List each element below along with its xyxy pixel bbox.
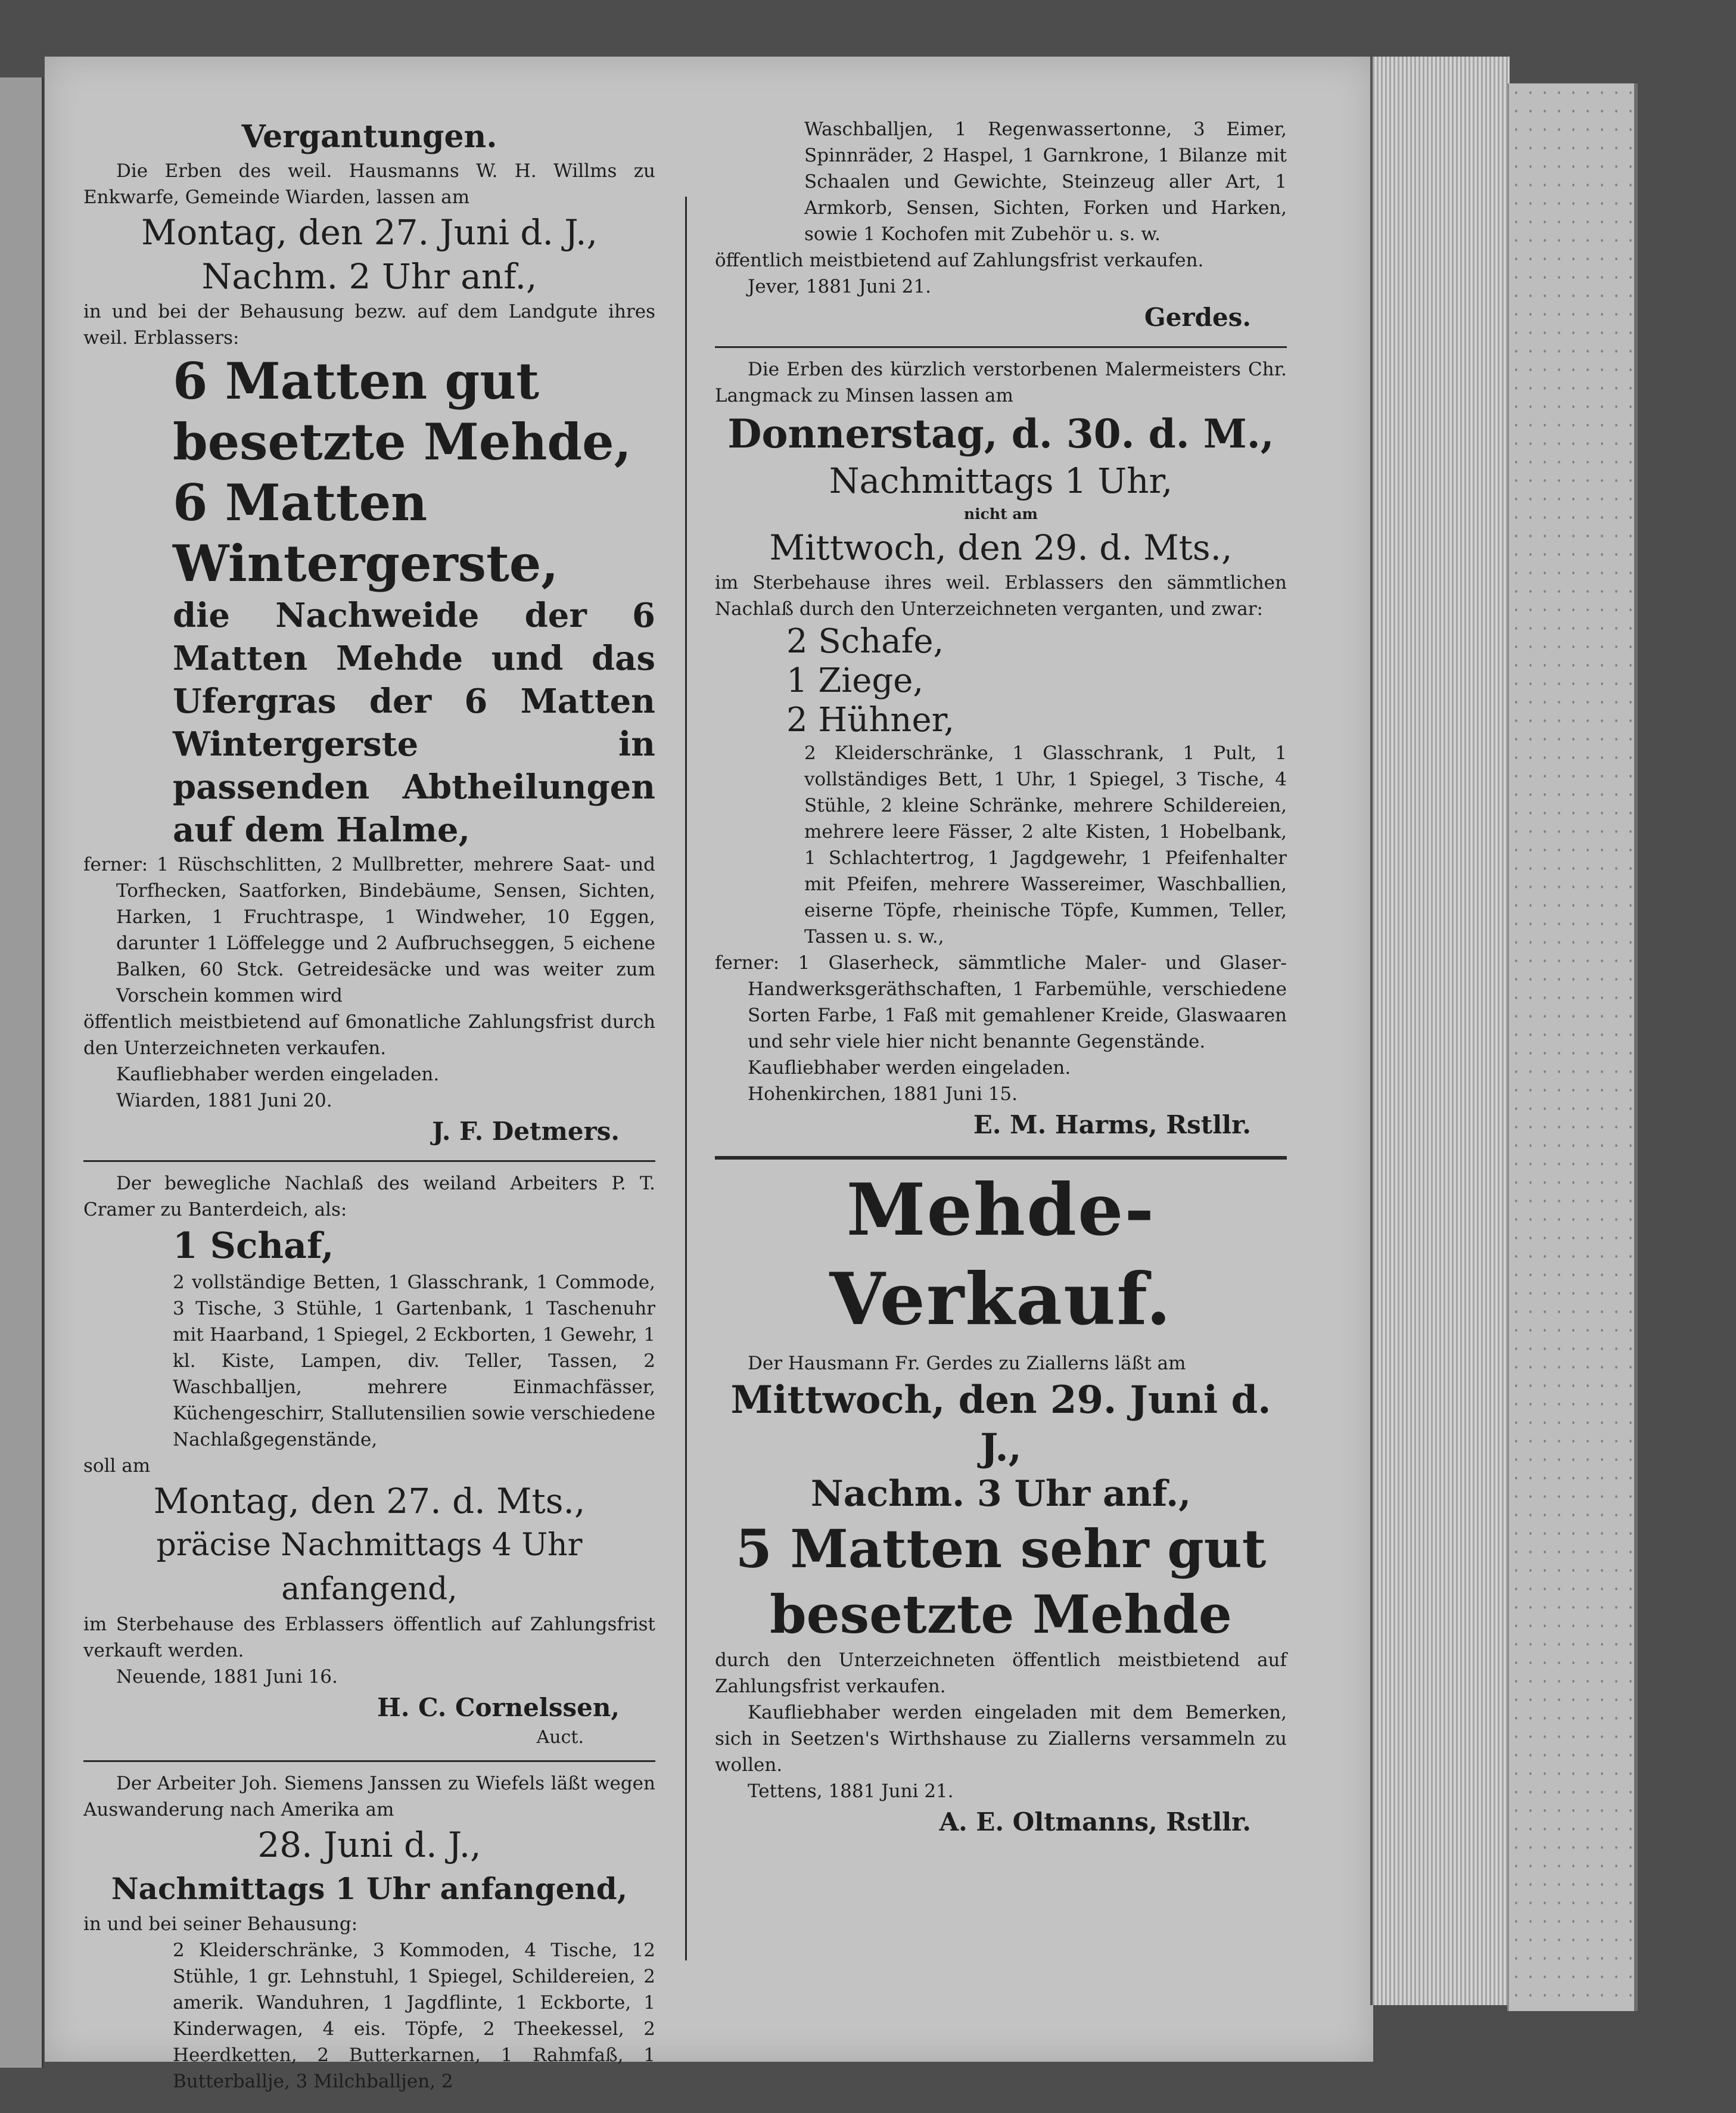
auction-alt-date: Mittwoch, den 29. d. Mts., [769, 527, 1233, 568]
signature: E. M. Harms, Rstllr. [973, 1110, 1251, 1139]
item-list: 2 Kleiderschränke, 1 Glasschrank, 1 Pult, 1 vollständiges Bett, 1 Uhr, 1 Spiegel, 3 Tische, 4 Stühle, 2 kleine Schränke, mehrere Schildereien, mehrere leere Fässer, 2 alte Kisten, 1 Hobelbank, 1 Schlachtertrog, 1 Jagdgewehr, 1 Pfeifenhalter mit Pfeifen, mehrere Wassereimer, Waschballien, eiserne Töpfe, rheinische Töpfe, Kummen, Teller, Tassen u. s. w., [804, 742, 1287, 947]
auction-time: Nachmittags 1 Uhr, [829, 461, 1173, 501]
ad-separator [715, 346, 1287, 348]
buyers-invited: Kaufliebhaber werden eingeladen. [748, 1057, 1071, 1079]
soll-am: soll am [83, 1455, 151, 1477]
auction-location: in und bei seiner Behausung: [83, 1913, 358, 1935]
ad-separator [83, 1760, 655, 1762]
auction-location: im Sterbehause ihres weil. Erblassers den sämmtlichen Nachlaß durch den Unterzeichneten verganten, und zwar: [715, 572, 1287, 620]
buyers-invited: Kaufliebhaber werden eingeladen mit dem Bemerken, sich in Seetzen's Wirthshause zu Ziallerns versammeln zu wollen. [715, 1702, 1287, 1776]
sale-terms: durch den Unterzeichneten öffentlich meistbietend auf Zahlungsfrist verkaufen. [715, 1649, 1287, 1697]
item-list: Waschballjen, 1 Regenwassertonne, 3 Eimer, Spinnräder, 2 Haspel, 1 Garnkrone, 1 Bilanze mit Schaalen und Gewichte, Steinzeug aller Art, 1 Armkorb, Sensen, Sichten, Forken und Harken, sowie 1 Kochofen mit Zubehör u. s. w. [804, 119, 1287, 245]
not-on: nicht am [964, 505, 1038, 523]
place-date: Tettens, 1881 Juni 21. [748, 1780, 954, 1802]
ad-title: Mehde-Verkauf. [829, 1168, 1172, 1341]
additional-items: ferner: 1 Glaserheck, sämmtliche Maler- und Glaser-Handwerksgeräthschaften, 1 Farbemühle, verschiedene Sorten Farbe, 1 Faß mit gemahlener Kreide, Glaswaaren und sehr viele hier nicht benannte Gegenstände. [715, 952, 1287, 1052]
place-date: Wiarden, 1881 Juni 20. [116, 1090, 332, 1111]
item-list: 2 Kleiderschränke, 3 Kommoden, 4 Tische, 12 Stühle, 1 gr. Lehnstuhl, 1 Spiegel, Schildereien, 2 amerik. Wanduhren, 1 Jagdflinte, 1 Eckborte, 1 Kinderwagen, 4 eis. Töpfe, 2 Theekessel, 2 Heerdketten, 2 Butterkarnen, 1 Rahmfaß, 1 Butterballje, 3 Milchballjen, 2 [173, 1940, 655, 2092]
featured-item: 5 Matten sehr gut besetzte Mehde [735, 1518, 1267, 1645]
place-date: Hohenkirchen, 1881 Juni 15. [748, 1083, 1018, 1105]
ad-separator [83, 1160, 655, 1162]
sale-terms: öffentlich meistbietend auf Zahlungsfrist verkaufen. [715, 250, 1204, 271]
auction-date: Mittwoch, den 29. Juni d. J., [730, 1378, 1271, 1470]
place-date: Jever, 1881 Juni 21. [748, 276, 931, 297]
auction-location: in und bei der Behausung bezw. auf dem Landgute ihres weil. Erblassers: [83, 301, 655, 349]
featured-item: 1 Schaf, [173, 1225, 334, 1267]
ad-nachlass-cramer [83, 1170, 655, 1750]
section-heading: Vergantungen. [241, 119, 497, 155]
auction-date: Donnerstag, d. 30. d. M., [727, 411, 1274, 457]
left-page-edge [0, 77, 43, 2068]
featured-item: 2 Hühner, [786, 701, 955, 739]
signature-title: Auct. [536, 1727, 584, 1748]
column-divider [685, 197, 687, 1960]
featured-item: 2 Schafe, [786, 622, 944, 661]
auction-date: 28. Juni d. J., [257, 1825, 481, 1865]
featured-item: die Nachweide der 6 Matten Mehde und das Ufergras der 6 Matten Wintergerste in passenden Abtheilungen auf dem Halme, [173, 596, 655, 850]
ad-intro: Die Erben des kürzlich verstorbenen Malermeisters Chr. Langmack zu Minsen lassen am [715, 359, 1287, 406]
signature: J. F. Detmers. [432, 1117, 620, 1146]
book-page-stack [1370, 57, 1510, 2005]
ad-intro: Der Arbeiter Joh. Siemens Janssen zu Wiefels läßt wegen Auswanderung nach Amerika am [83, 1773, 655, 1820]
ad-nachlass-langmack [715, 356, 1287, 1143]
featured-item: 6 Matten Wintergerste, [173, 473, 559, 593]
item-list: 2 vollständige Betten, 1 Glasschrank, 1 Commode, 3 Tische, 3 Stühle, 1 Gartenbank, 1 Taschenuhr mit Haarband, 1 Spiegel, 2 Eckborten, 1 Gewehr, 1 kl. Kiste, Lampen, div. Teller, Tassen, 2 Waschballjen, mehrere Einmachfässer, Küchengeschirr, Stallutensilien sowie verschiedene Nachlaßgegenstände, [173, 1272, 655, 1450]
auction-time: Nachm. 2 Uhr anf., [201, 256, 537, 297]
auction-location: im Sterbehause des Erblassers öffentlich auf Zahlungsfrist verkauft werden. [83, 1614, 655, 1661]
ad-intro: Die Erben des weil. Hausmanns W. H. Willms zu Enkwarfe, Gemeinde Wiarden, lassen am [83, 160, 655, 208]
ad-mehde-verkauf [715, 1166, 1287, 1840]
auction-date: Montag, den 27. d. Mts., [153, 1481, 586, 1521]
ad-separator [715, 1156, 1287, 1160]
auction-time: Nachmittags 1 Uhr anfangend, [111, 1871, 628, 1906]
signature: H. C. Cornelssen, [377, 1693, 620, 1722]
sale-terms: öffentlich meistbietend auf 6monatliche Zahlungsfrist durch den Unterzeichneten verkaufen. [83, 1011, 655, 1059]
ad-intro: Der bewegliche Nachlaß des weiland Arbeiters P. T. Cramer zu Banterdeich, als: [83, 1173, 655, 1220]
book-cover-edge [1507, 83, 1638, 2011]
additional-items: ferner: 1 Rüschschlitten, 2 Mullbretter, mehrere Saat- und Torfhecken, Saatforken, Bindebäume, Sensen, Sichten, Harken, 1 Fruchtraspe, 1 Windweher, 10 Eggen, darunter 1 Löffelegge und 2 Aufbruchseggen, 5 eichene Balken, 60 Stck. Getreidesäcke und was weiter zum Vorschein kommen wird [83, 854, 655, 1006]
featured-item: 6 Matten gut besetzte Mehde, [173, 352, 631, 471]
signature: A. E. Oltmanns, Rstllr. [939, 1807, 1251, 1837]
ad-vergantungen-willms [83, 116, 655, 1149]
auction-time: Nachm. 3 Uhr anf., [810, 1473, 1191, 1515]
right-column [715, 116, 1287, 1963]
auction-date: Montag, den 27. Juni d. J., [141, 212, 598, 253]
ad-janssen-continued [715, 116, 1287, 335]
buyers-invited: Kaufliebhaber werden eingeladen. [116, 1064, 440, 1085]
ad-janssen-auswanderung [83, 1770, 655, 2095]
place-date: Neuende, 1881 Juni 16. [116, 1666, 338, 1688]
auction-time: präcise Nachmittags 4 Uhr anfangend, [156, 1527, 583, 1607]
featured-item: 1 Ziege, [786, 661, 924, 700]
ad-intro: Der Hausmann Fr. Gerdes zu Ziallerns läßt am [748, 1353, 1186, 1374]
left-column [83, 116, 655, 2092]
signature: Gerdes. [1144, 303, 1251, 332]
